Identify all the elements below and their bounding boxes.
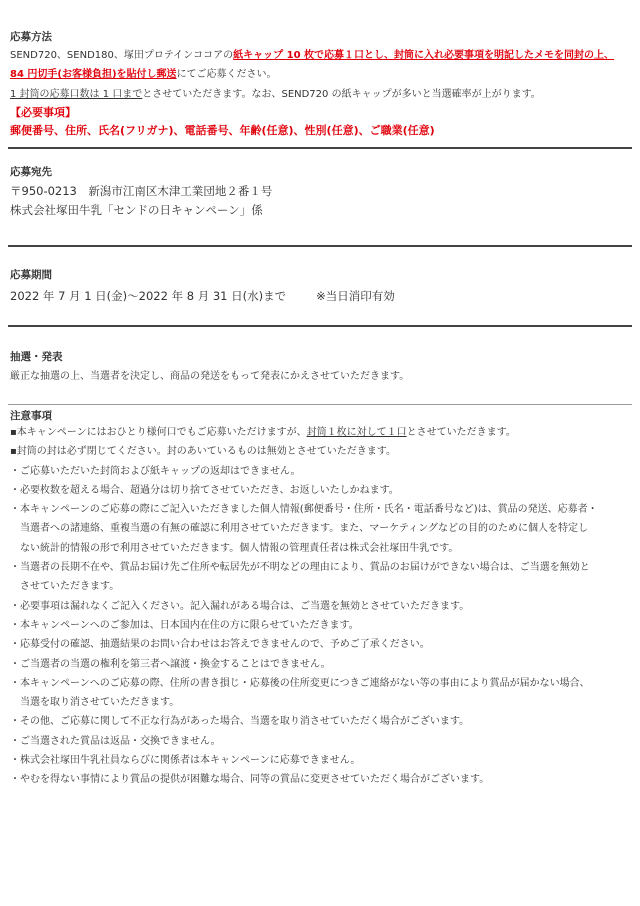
method-line-3 — [10, 88, 632, 102]
method-line-2 — [10, 68, 632, 82]
lottery-text: 厳正な抽選の上、当選者を決定し、商品の発送をもって発表にかえさせていただきます。 — [10, 371, 410, 382]
method-heading: 応募方法 — [10, 31, 52, 43]
note-item: ・本キャンペーンへのご応募の際、住所の書き損じ・応募後の住所変更につきご連絡がない等の事由により賞品が届かない場合、 — [10, 677, 590, 689]
divider-3 — [8, 325, 632, 327]
method-section — [10, 30, 632, 138]
required-items: 郵便番号、住所、氏名(フリガナ)、電話番号、年齢(任意)、性別(任意)、ご職業(任意) — [10, 124, 435, 137]
note-item-continued: ない統計的情報の形で利用させていただきます。個人情報の管理責任者は株式会社塚田牛乳です。 — [20, 542, 459, 554]
note-item: ・株式会社塚田牛乳社員ならびに関係者は本キャンペーンに応募できません。 — [10, 755, 361, 767]
note-item: ・本キャンペーンのご応募の際にご記入いただきました個人情報(郵便番号・住所・氏名・電話番号など)は、賞品の発送、応募者・ — [10, 504, 598, 516]
note-item: ・応募受付の確認、抽選結果のお問い合わせはお答えできませんので、予めご了承ください。 — [10, 639, 430, 651]
address-zip-line: 〒950-0213 新潟市江南区木津工業団地２番１号 — [10, 184, 273, 198]
note-item: ▪封筒の封は必ず閉じてください。封のあいているものは無効とさせていただきます。 — [10, 446, 396, 458]
note-1-emphasis: 封筒１枚に対して１口 — [306, 427, 407, 438]
note-item: ・必要事項は漏れなくご記入ください。記入漏れがある場合は、ご当選を無効とさせていただきます。 — [10, 600, 470, 612]
note-item: ・ご当選された賞品は返品・交換できません。 — [10, 735, 221, 747]
period-dates: 2022 年 7 月 1 日(金)～2022 年 8 月 31 日(水)まで — [10, 289, 287, 303]
method-line-1-emphasis: 紙キャップ 10 枚で応募１口とし、封筒に入れ必要事項を明記したメモを同封の上、 — [233, 50, 615, 61]
required-title: 【必要事項】 — [10, 106, 76, 119]
note-item-continued: させていただきます。 — [20, 581, 120, 593]
method-line-3-rest: とさせていただきます。なお、SEND720 の紙キャップが多いと当選確率が上がります。 — [142, 89, 541, 100]
period-line — [10, 288, 632, 305]
address-company-line: 株式会社塚田牛乳「センドの日キャンペーン」係 — [10, 203, 263, 217]
note-1-text: ▪本キャンペーンにはおひとり様何口でもご応募いただけますが、 — [10, 427, 307, 438]
period-heading: 応募期間 — [10, 269, 52, 281]
note-item: ・本キャンペーンへのご参加は、日本国内在住の方に限らせていただきます。 — [10, 619, 359, 631]
period-postmark-note: ※当日消印有効 — [316, 289, 395, 303]
note-item-continued: 当選者への諸連絡、重複当選の有無の確認に利用させていただきます。また、マーケティングなどの目的のために個人を特定し — [20, 523, 588, 535]
method-line-2-rest: にてご応募ください。 — [176, 69, 277, 80]
note-item — [10, 423, 632, 442]
note-1-rest: とさせていただきます。 — [406, 427, 516, 438]
lottery-heading: 抽選・発表 — [10, 351, 63, 363]
note-item: ・その他、ご応募に関して不正な行為があった場合、当選を取り消させていただく場合がございます。 — [10, 716, 470, 728]
note-item: ・当選者の長期不在や、賞品お届け先ご住所や転居先が不明などの理由により、賞品のお届けができない場合は、ご当選を無効と — [10, 562, 590, 574]
note-item: ・必要枚数を超える場合、超過分は切り捨てさせていただき、お返しいたしかねます。 — [10, 484, 399, 496]
note-item: ・ご応募いただいた封筒および紙キャップの返却はできません。 — [10, 465, 301, 477]
notes-section — [10, 409, 632, 790]
method-line-1-products: SEND720、SEND180、塚田プロテインココアの — [10, 50, 234, 61]
note-item: ・やむを得ない事情により賞品の提供が困難な場合、同等の賞品に変更させていただく場合がございます。 — [10, 774, 490, 786]
method-line-3-limit: 1 封筒の応募口数は 1 口まで — [10, 89, 143, 100]
note-item: ・ご当選者の当選の権利を第三者へ譲渡・換金することはできません。 — [10, 658, 331, 670]
divider-4 — [8, 404, 632, 405]
divider-2 — [8, 245, 632, 247]
method-line-1 — [10, 49, 632, 63]
method-line-2-emphasis: 84 円切手(お客様負担)を貼付し郵送 — [10, 69, 177, 80]
lottery-section — [10, 350, 632, 384]
notes-heading: 注意事項 — [10, 410, 52, 422]
address-section — [10, 165, 632, 219]
divider-1 — [8, 147, 632, 149]
period-section — [10, 268, 632, 305]
note-item-continued: 当選を取り消させていただきます。 — [20, 697, 180, 709]
address-heading: 応募宛先 — [10, 166, 52, 178]
